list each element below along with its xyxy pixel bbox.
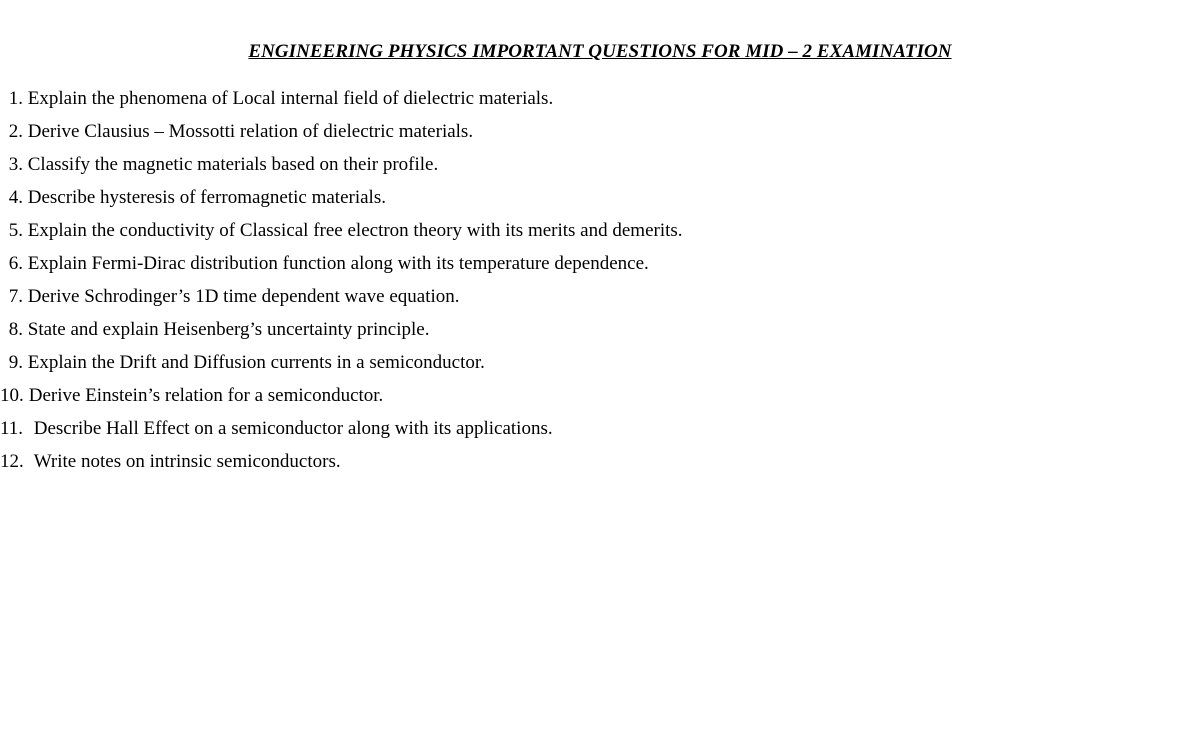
question-item [0,416,1200,449]
question-number: 1. [8,88,23,109]
question-item [0,218,1200,251]
question-text: Describe Hall Effect on a semiconductor along with its applications. [33,418,553,439]
question-text: Derive Schrodinger’s 1D time dependent wave equation. [27,286,460,307]
question-number: 11. [0,418,24,439]
question-item [0,449,1200,482]
question-number: 9. [8,352,23,373]
question-item [0,284,1200,317]
question-item [0,86,1200,119]
question-text: Explain the phenomena of Local internal field of dielectric materials. [27,88,554,109]
question-item [0,383,1200,416]
question-text: Explain Fermi-Dirac distribution function along with its temperature dependence. [27,253,649,274]
question-text: Explain the conductivity of Classical free electron theory with its merits and demerits. [27,220,683,241]
question-list [0,86,1200,482]
question-number: 10. [0,385,24,406]
question-text: Derive Clausius – Mossotti relation of dielectric materials. [27,121,474,142]
question-item [0,152,1200,185]
question-number: 2. [8,121,23,142]
question-item [0,185,1200,218]
question-text: State and explain Heisenberg’s uncertainty principle. [27,319,430,340]
question-number: 3. [8,154,23,175]
question-item [0,317,1200,350]
question-number: 7. [8,286,23,307]
question-text: Derive Einstein’s relation for a semiconductor. [28,385,384,406]
question-number: 4. [8,187,23,208]
question-text: Classify the magnetic materials based on their profile. [27,154,439,175]
question-item [0,119,1200,152]
question-text: Write notes on intrinsic semiconductors. [33,451,341,472]
question-number: 5. [8,220,23,241]
document-title: ENGINEERING PHYSICS IMPORTANT QUESTIONS FOR MID – 2 EXAMINATION [248,41,952,62]
question-text: Describe hysteresis of ferromagnetic materials. [27,187,386,208]
question-item [0,350,1200,383]
question-number: 12. [0,451,24,472]
question-item [0,251,1200,284]
question-number: 8. [8,319,23,340]
question-text: Explain the Drift and Diffusion currents in a semiconductor. [27,352,485,373]
question-number: 6. [8,253,23,274]
